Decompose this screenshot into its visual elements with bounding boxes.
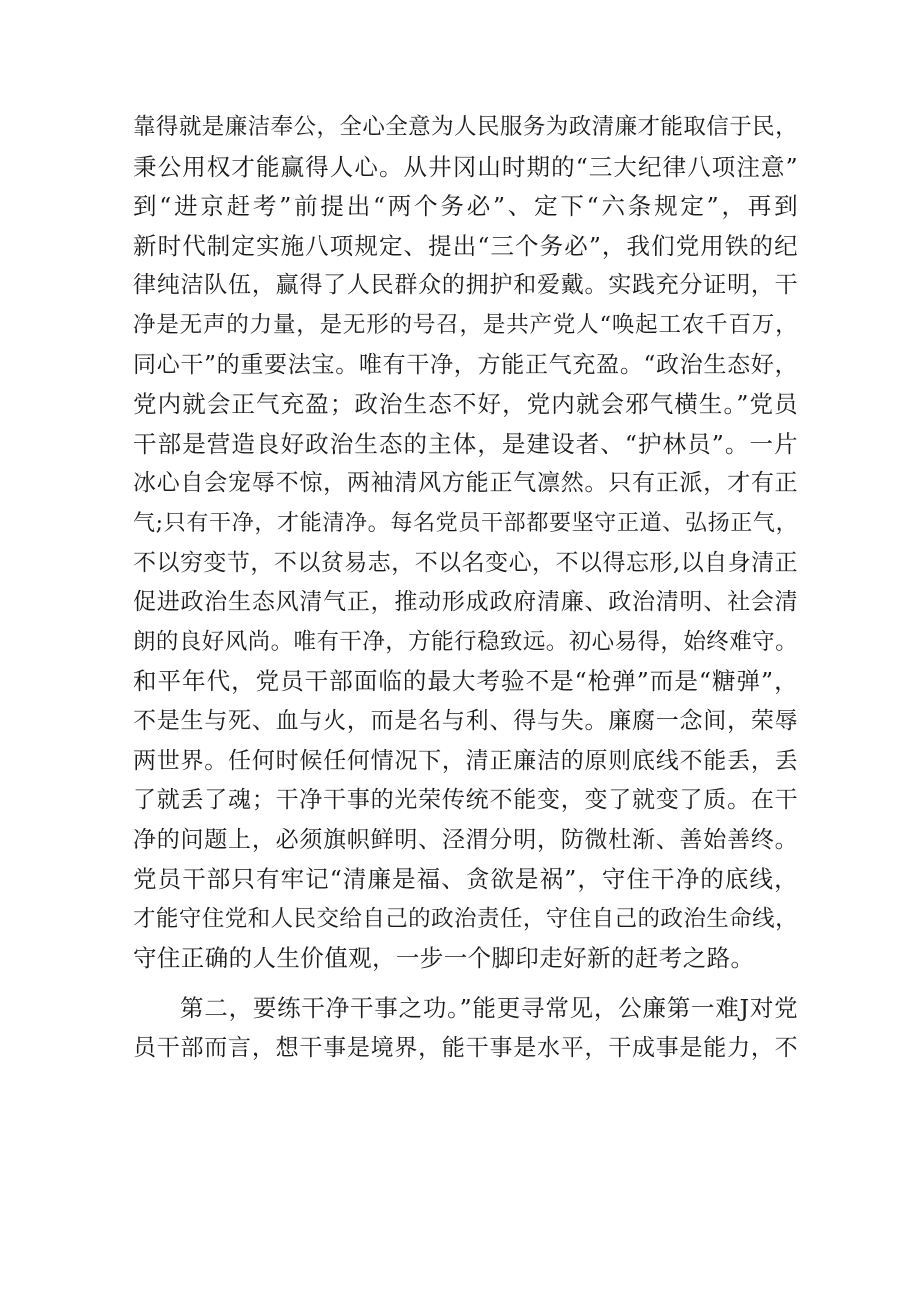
paragraph-2 xyxy=(133,989,798,1068)
text-line: 秉公用权才能赢得人心。从井冈山时期的“三大纪律八项注意” xyxy=(133,152,798,181)
paragraph-1 xyxy=(133,108,798,979)
text-line: 新时代制定实施八项规定、提出“三个务必”，我们党用铁的纪 xyxy=(133,231,798,260)
text-line: 和平年代，党员干部面临的最大考验不是“枪弹”而是“糖弹”， xyxy=(133,667,798,696)
text-line: 不是生与死、血与火，而是名与利、得与失。廉腐一念间，荣辱 xyxy=(133,707,798,734)
text-line: 净的问题上，必须旗帜鲜明、泾渭分明，防微杜渐、善始善终。 xyxy=(133,826,798,853)
document-body xyxy=(133,108,798,1068)
text-line: 气;只有干净，才能清净。每名党员干部都要坚守正道、弘扬正气， xyxy=(133,510,798,536)
text-line: 第二，要练干净干事之功。”能更寻常见，公廉第一难J对党 xyxy=(180,994,798,1023)
text-line: 干部是营造良好政治生态的主体，是建设者、“护林员”。一片 xyxy=(133,429,798,458)
text-line: 不以穷变节，不以贫易志，不以名变心，不以得忘形,以自身清正 xyxy=(133,549,798,576)
text-line: 两世界。任何时候任何情况下，清正廉洁的原则底线不能丢，丢 xyxy=(133,747,798,774)
text-line: 才能守住党和人民交给自己的政治责任，守住自己的政治生命线， xyxy=(133,905,798,932)
text-line: 员干部而言，想干事是境界，能干事是水平，干成事是能力，不 xyxy=(133,1034,798,1061)
paragraph-gap xyxy=(133,979,798,989)
text-line: 到“进京赶考”前提出“两个务必”、定下“六条规定”，再到 xyxy=(133,192,798,221)
text-line: 同心干”的重要法宝。唯有干净，方能正气充盈。“政治生态好， xyxy=(133,351,798,378)
text-line: 党内就会正气充盈；政治生态不好，党内就会邪气横生。”党员 xyxy=(133,390,798,419)
text-line: 靠得就是廉洁奉公，全心全意为人民服务为政清廉才能取信于民， xyxy=(133,114,798,140)
text-line: 净是无声的力量，是无形的号召，是共产党人“唤起工农千百万， xyxy=(133,311,798,338)
text-line: 冰心自会宠辱不惊，两袖清风方能正气凛然。只有正派，才有正 xyxy=(133,470,798,497)
text-line: 守住正确的人生价值观，一步一个脚印走好新的赶考之路。 xyxy=(133,944,755,973)
text-line: 党员干部只有牢记“清廉是福、贪欲是祸”，守住干净的底线， xyxy=(133,865,798,894)
text-line: 律纯洁队伍，赢得了人民群众的拥护和爱戴。实践充分证明，干 xyxy=(133,272,798,299)
text-line: 朗的良好风尚。唯有干净，方能行稳致远。初心易得，始终难守。 xyxy=(133,628,798,655)
text-line: 促进政治生态风清气正，推动形成政府清廉、政治清明、社会清 xyxy=(133,589,798,616)
text-line: 了就丢了魂；干净干事的光荣传统不能变，变了就变了质。在干 xyxy=(133,787,798,814)
